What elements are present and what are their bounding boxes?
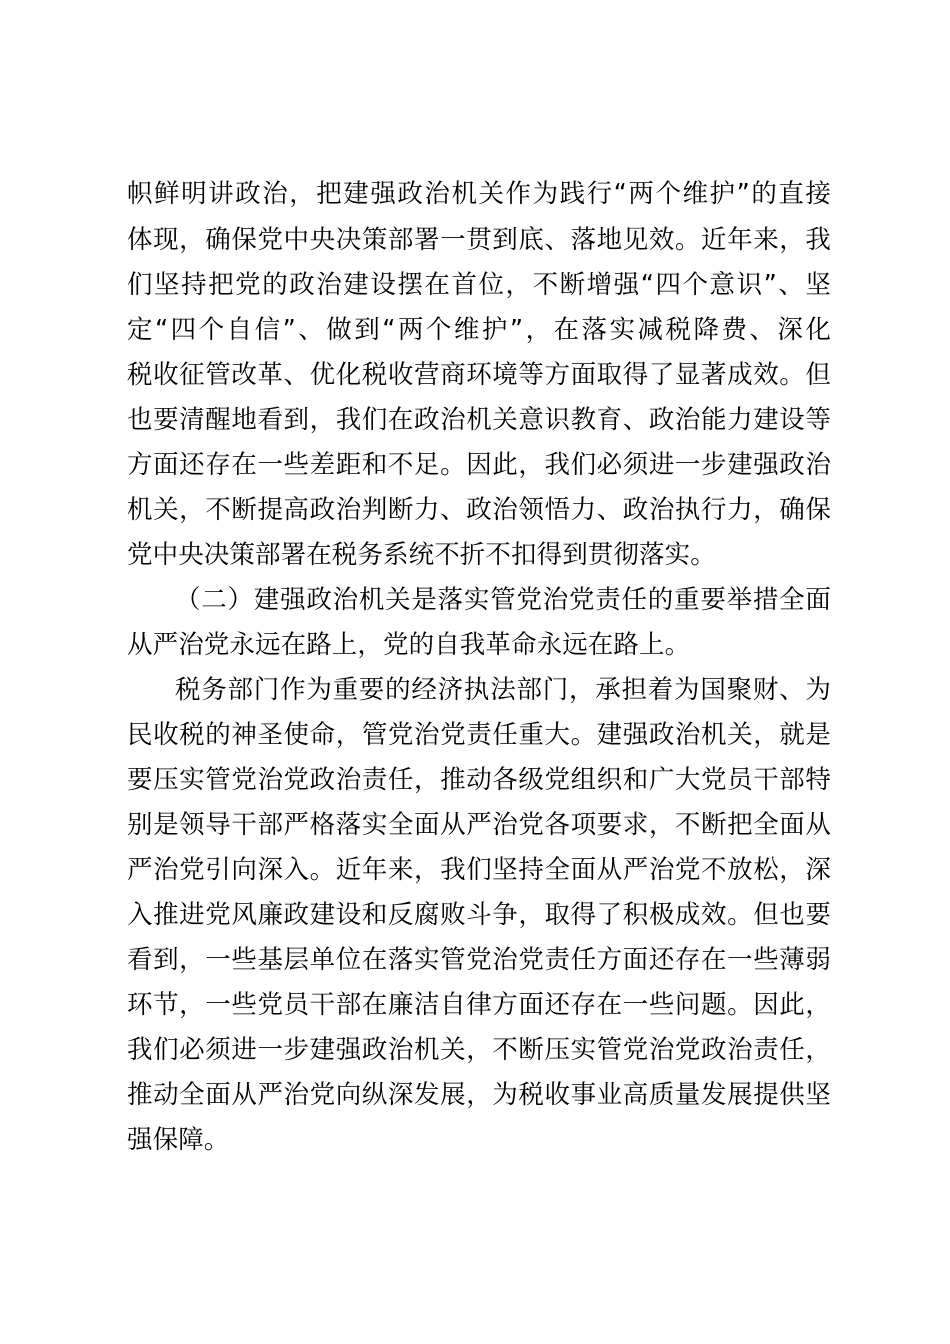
- paragraph-first-line: 税务部门作为重要的经济执法部门，承担着为国聚财、为: [175, 675, 831, 705]
- text-line: 方面还存在一些差距和不足。因此，我们必须进一步建强政治: [127, 450, 831, 480]
- text-line: 环节，一些党员干部在廉洁自律方面还存在一些问题。因此，: [127, 990, 831, 1020]
- text-line: 别是领导干部严格落实全面从严治党各项要求，不断把全面从: [127, 810, 831, 840]
- text-line: 也要清醒地看到，我们在政治机关意识教育、政治能力建设等: [127, 405, 831, 435]
- text-line: 严治党引向深入。近年来，我们坚持全面从严治党不放松，深: [127, 855, 831, 885]
- text-line: 帜鲜明讲政治，把建强政治机关作为践行“两个维护”的直接: [127, 179, 831, 209]
- section-heading: （二）建强政治机关是落实管党治党责任的重要举措全面: [175, 585, 831, 615]
- text-line: 党中央决策部署在税务系统不折不扣得到贯彻落实。: [127, 540, 716, 570]
- text-line: 税收征管改革、优化税收营商环境等方面取得了显著成效。但: [127, 360, 831, 390]
- text-line: 从严治党永远在路上，党的自我革命永远在路上。: [127, 630, 691, 660]
- text-line: 定“四个自信”、做到“两个维护”，在落实减税降费、深化: [127, 315, 831, 345]
- text-line: 入推进党风廉政建设和反腐败斗争，取得了积极成效。但也要: [127, 900, 831, 930]
- text-line: 们坚持把党的政治建设摆在首位，不断增强“四个意识”、坚: [127, 270, 831, 300]
- text-line: 看到，一些基层单位在落实管党治党责任方面还存在一些薄弱: [127, 945, 831, 975]
- text-line: 体现，确保党中央决策部署一贯到底、落地见效。近年来，我: [127, 225, 831, 255]
- text-line: 要压实管党治党政治责任，推动各级党组织和广大党员干部特: [127, 765, 831, 795]
- text-line: 推动全面从严治党向纵深发展，为税收事业高质量发展提供坚: [127, 1080, 831, 1110]
- text-line: 强保障。: [127, 1125, 230, 1155]
- text-line: 民收税的神圣使命，管党治党责任重大。建强政治机关，就是: [127, 720, 831, 750]
- text-line: 我们必须进一步建强政治机关，不断压实管党治党政治责任，: [127, 1035, 831, 1065]
- text-line: 机关，不断提高政治判断力、政治领悟力、政治执行力，确保: [127, 495, 831, 525]
